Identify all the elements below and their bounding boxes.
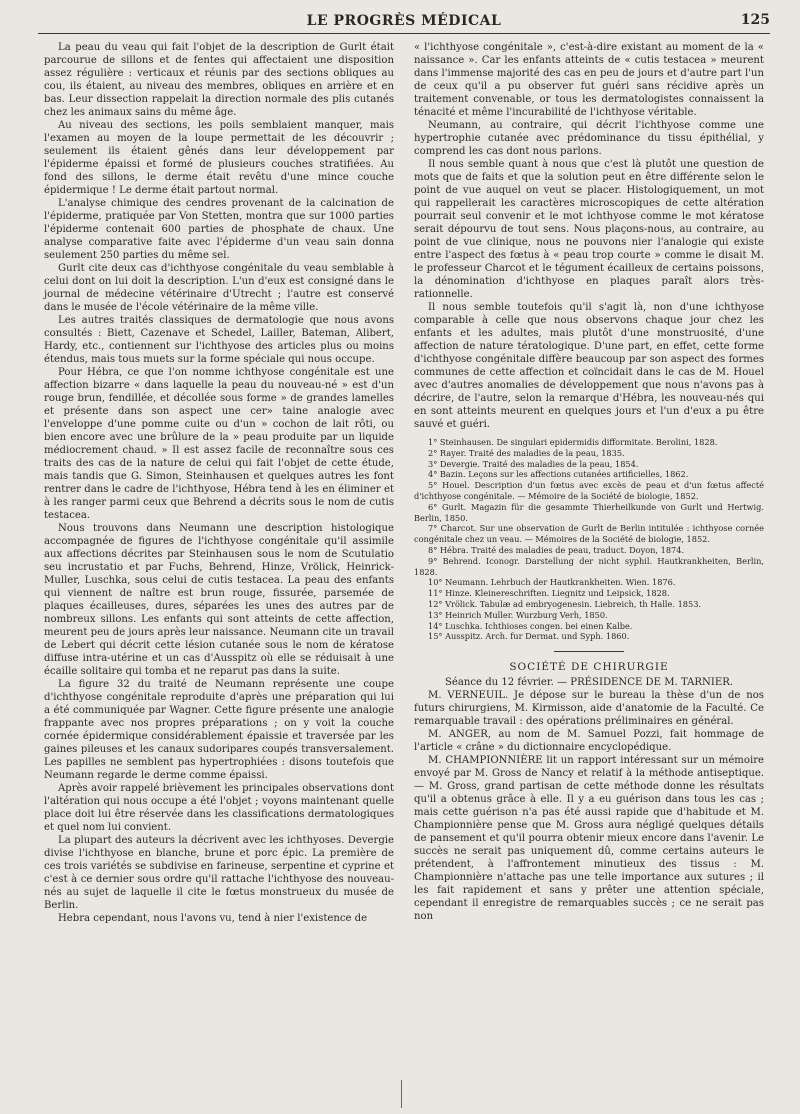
paragraph: La plupart des auteurs la décrivent avec les ichthyoses. Devergie divise l'ichthyose en blanche, brune et porc épic. La première de ces trois variétés se subdivise en farineuse, serpentine et cyprine et c'est à ce dernier sous ordre qu'il rattache l'ichthyose des nouveau-nés au sujet de laquelle il cite le fœtus monstrueux du musée de Berlin. <box>44 835 394 911</box>
paragraph: Les autres traités classiques de dermatologie que nous avons consultés : Biett, Cazenave et Schedel, Lailler, Bateman, Alibert, Hardy, etc., contiennent sur l'ichthyose des articles plus ou moins étendus, mais tous muets sur la forme spéciale qui nous occupe. <box>44 315 394 365</box>
footnote: 14° Luschka. Ichthioses congen. bei einen Kalbe. <box>428 620 633 631</box>
footnote: 9° Behrend. Iconogr. Darstellung der nicht syphil. Hautkrankheiten, Berlin, 1828. <box>414 555 764 577</box>
paragraph: Au niveau des sections, les poils semblaient manquer, mais l'examen au moyen de la loupe permettait de les découvrir ; seulement ils étaient gênés dans leur développement par l'épiderme épaissi et formé de plusieurs couches stratifiées. Au fond des sillons, le derme était revêtu d'une mince couche épidermique ! Le derme était partout normal. <box>44 120 394 196</box>
column-rule <box>401 1080 402 1108</box>
session-line: Séance du 12 février. — PRÉSIDENCE DE M. TARNIER. <box>444 677 734 689</box>
journal-title: LE PROGRÈS MÉDICAL <box>306 13 502 29</box>
footnote: 15° Ausspitz. Arch. fur Dermat. und Syph. 1860. <box>428 631 630 642</box>
footnote: 12° Vrölick. Tabulæ ad embryogenesin. Liebreich, th Halle. 1853. <box>428 598 702 609</box>
footnote: 10° Neumann. Lehrbuch der Hautkrankheiten. Wien. 1876. <box>428 577 676 588</box>
paragraph: Il nous semble quant à nous que c'est là plutôt une question de mots que de faits et que la solution peut en être différente selon le point de vue auquel on veut se placer. Histologiquement, un mot qui rappellerait les caractères microscopiques de cette altération pourrait seul convenir et le mot ichthyose comme le mot kératose serait dépourvu de tout sens. Nous plaçons-nous, au contraire, au point de vue clinique, nous ne pouvons nier l'analogie qui existe entre l'aspect des fœtus à « peau trop courte » comme le disait M. le professeur Charcot et le tégument écailleux de certains poissons, la dénomination d'ichthyose en plaques paraît alors très-rationnelle. <box>414 159 764 300</box>
left-column <box>44 41 394 925</box>
footnote: 4° Bazin. Leçons sur les affections cutanées artificielles, 1862. <box>428 469 689 480</box>
paragraph: « l'ichthyose congénitale », c'est-à-dire existant au moment de la « naissance ». Car les enfants atteints de « cutis testacea » meurent dans l'immense majorité des cas en peu de jours et d'autre part l'un de ceux qu'il a pu observer fut guéri sans récidive après un traitement convenable, or tous les dermatologistes connaissent la ténacité et même l'incurabilité de l'ichthyose véritable. <box>414 42 764 118</box>
page-header <box>38 9 770 34</box>
page-number: 125 <box>740 12 770 28</box>
paragraph: La figure 32 du traité de Neumann représente une coupe d'ichthyose congénitale reproduite d'après une préparation qui lui a été communiquée par Wagner. Cette figure présente une analogie frappante avec nos propres préparations ; on y voit la couche cornée épidermique considérablement épaissie et traversée par les gaines pileuses et les canaux sudoripares coupés transversalement. Les papilles ne semblent pas hypertrophiées : disons toutefois que Neumann regarde le derme comme épaissi. <box>44 679 394 781</box>
paragraph: Hebra cependant, nous l'avons vu, tend à nier l'existence de <box>58 913 368 924</box>
paragraph: M. ANGER, au nom de M. Samuel Pozzi, fait hommage de l'article « crâne » du dictionnaire encyclopédique. <box>414 729 764 754</box>
paragraph: Après avoir rappelé brièvement les principales observations dont l'altération qui nous occupe a été l'objet ; voyons maintenant quelle place doit lui être réservée dans les classifications dermatologiques et quel nom lui convient. <box>44 783 394 833</box>
paragraph: Nous trouvons dans Neumann une description histologique accompagnée de figures de l'ichthyose congénitale qu'il assimile aux affections décrites par Steinhausen sous le nom de Scutulatio seu incrustatio et par Fuchs, Behrend, Hinze, Vrölick, Heinrick-Muller, Luschka, sous celui de cutis testacea. La peau des enfants qui viennent de naître est brun rouge, fissurée, parsemée de plaques écailleuses, dures, séparées les unes des autres par de nombreux sillons. Les enfants qui sont atteints de cette affection, meurent peu de jours après leur naissance. Neumann cite un travail de Lebert qui décrit cette lésion cutanée sous le nom de kératose diffuse intra-utérine et un cas d'Ausspitz où elle se réduisait à une écaille solitaire qui tomba et ne reparut pas dans la suite. <box>44 523 394 677</box>
right-column <box>414 41 764 923</box>
footnote: 2° Rayer. Traité des maladies de la peau, 1835. <box>428 447 625 458</box>
paragraph: Gurlt cite deux cas d'ichthyose congénitale du veau semblable à celui dont on lui doit la description. L'un d'eux est consigné dans le journal de médecine vétérinaire d'Utrecht ; l'autre est conservé dans le musée de l'école vétérinaire de la même ville. <box>44 263 394 313</box>
footnote: 5° Houel. Description d'un fœtus avec excès de peau et d'un fœtus affecté d'ichthyose congénitale. — Mémoire de la Société de biologie, 1852. <box>414 480 764 501</box>
paragraph: Neumann, au contraire, qui décrit l'ichthyose comme une hypertrophie cutanée avec prédominance du tissu épithélial, y comprend les cas dont nous parlons. <box>414 120 764 157</box>
footnote: 3° Devergie. Traité des maladies de la peau, 1854. <box>428 458 639 469</box>
paragraph: M. VERNEUIL. Je dépose sur le bureau la thèse d'un de nos futurs chirurgiens, M. Kirmisson, aide d'anatomie de la Faculté. Ce remarquable travail : des opérations préliminaires en général. <box>414 690 764 728</box>
paragraph: La peau du veau qui fait l'objet de la description de Gurlt était parcourue de sillons et de fentes qui affectaient une disposition assez régulière : verticaux et réunis par des sections obliques au cou, ils étaient, au niveau des membres, obliques en arrière et en bas. Leur dissection rappelait la direction normale des plis cutanés chez les animaux sains du même âge. <box>44 42 394 118</box>
footnote: 6° Gurlt. Magazin für die gesammte Thierheilkunde von Gurlt und Hertwig. Berlin, 1850. <box>414 501 764 523</box>
paragraph: L'analyse chimique des cendres provenant de la calcination de l'épiderme, pratiquée par Von Stetten, montra que sur 1000 parties l'épiderme contenait 600 parties de phosphate de chaux. Une analyse comparative faite avec l'épiderme d'un veau sain donna seulement 250 parties du même sel. <box>44 198 394 261</box>
footnote: 8° Hébra. Traité des maladies de peau, traduct. Doyon, 1874. <box>428 544 685 555</box>
paragraph: Pour Hébra, ce que l'on nomme ichthyose congénitale est une affection bizarre « dans laquelle la peau du nouveau-né » est d'un rouge brun, fendillée, et décollée sous forme » de grandes lamelles et présente dans son aspect une cer» taine analogie avec l'enveloppe d'une pomme cuite ou d'un » cochon de lait rôti, ou bien encore avec une brûlure de la » peau produite par un liquide médiocrement chaud. » Il est assez facile de reconnaître sous ces traits des cas de la nature de celui qui fait l'objet de cette étude, mais tandis que G. Simon, Steinhausen et quelques autres les font rentrer dans le cadre de l'ichthyose, Hébra tend à les en éliminer et à les ranger parmi ceux que Behrend a décrits sous le nom de cutis testacea. <box>44 367 394 521</box>
section-title: SOCIÉTÉ DE CHIRURGIE <box>414 651 764 674</box>
footnote: 1° Steinhausen. De singulari epidermidis difformitate. Berolini, 1828. <box>428 437 718 447</box>
footnote: 13° Heinrich Muller. Wurzburg Verh, 1850. <box>428 609 608 620</box>
footnote: 11° Hinze. Kleinereschriften. Liegnitz und Leipsick, 1828. <box>428 588 670 599</box>
footnote: 7° Charcot. Sur une observation de Gurlt de Berlin intitulée : ichthyose cornée congénitale chez un veau. — Mémoires de la Société de biologie, 1852. <box>414 523 764 545</box>
footnotes <box>414 437 764 642</box>
paragraph: M. CHAMPIONNIÈRE lit un rapport intéressant sur un mémoire envoyé par M. Gross de Nancy et relatif à la méthode antiseptique. — M. Gross, grand partisan de cette méthode donne les résultats qu'il a obtenus grâce à elle. Il y a eu guérison dans tous les cas ; mais cette guérison n'a pas été aussi rapide que d'habitude et M. Championnière pense que M. Gross aura négligé quelques détails de pansement et qu'il pourra obtenir mieux encore dans l'avenir. Le succès ne serait pas uniquement dû, comme certains auteurs le prétendent, à l'affrontement minutieux des tissus : M. Championnière n'attache pas une telle importance aux sutures ; il les fait rapidement et sans y prêter une attention spéciale, cependant il enregistre de remarquables succès ; ce ne serait pas non <box>414 755 764 923</box>
paragraph: Il nous semble toutefois qu'il s'agit là, non d'une ichthyose comparable à celle que nous observons chaque jour chez les enfants et les adultes, mais plutôt d'une monstruosité, d'une affection de nature tératologique. D'une part, en effet, cette forme d'ichthyose congénitale diffère beaucoup par son aspect des formes communes de cette affection et coïncidait dans le cas de M. Houel avec d'autres anomalies de développement que nous n'avons pas à décrire, de l'autre, selon la remarque d'Hébra, les nouveau-nés qui en sont atteints meurent en quelques jours et l'un d'eux a pu être sauvé et guéri. <box>414 302 764 430</box>
